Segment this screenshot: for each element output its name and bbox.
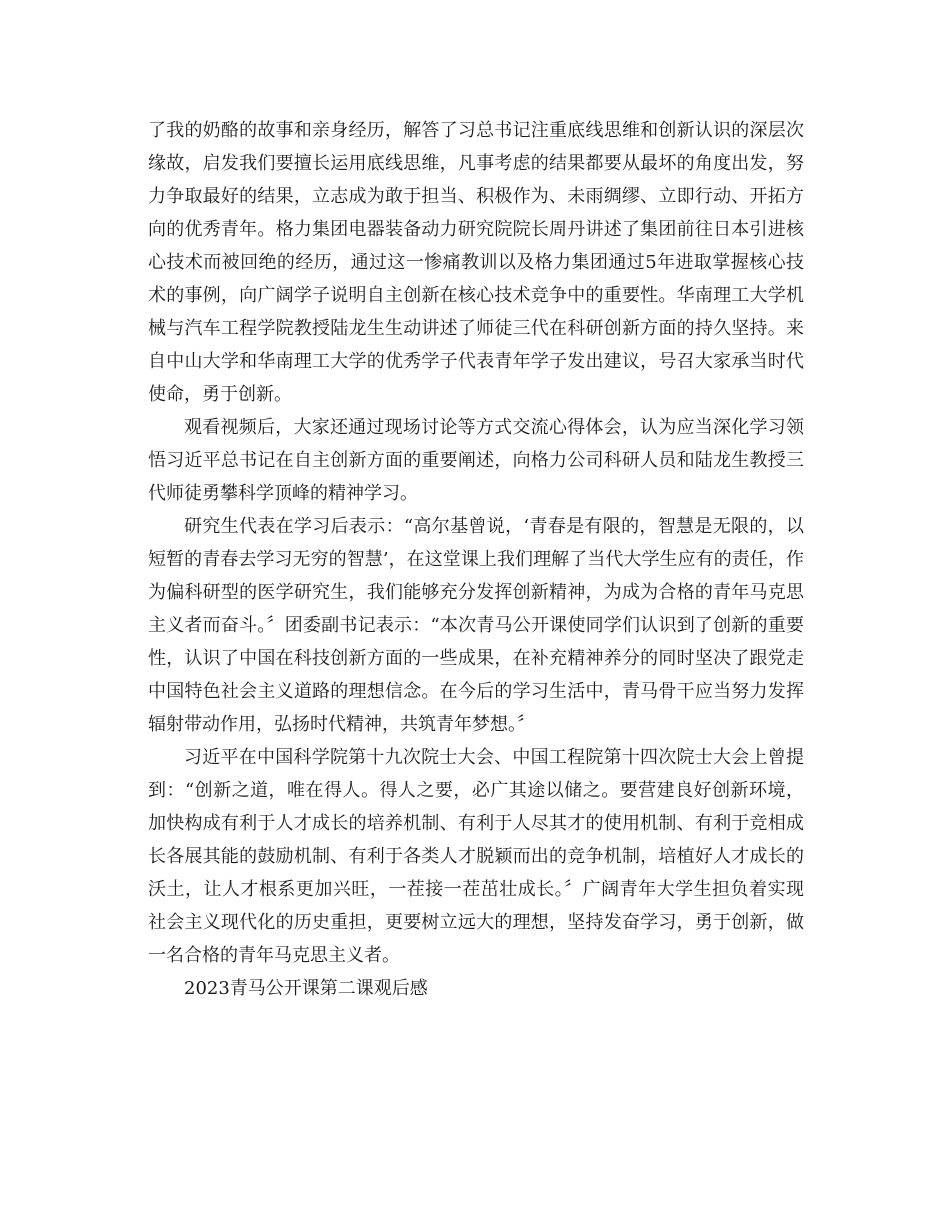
- paragraph-continued: 了我的奶酪的故事和亲身经历，解答了习总书记注重底线思维和创新认识的深层次缘故，启发我们要擅长运用底线思维，凡事考虑的结果都要从最坏的角度出发，努力争取最好的结果，立志成为敢于担当、积极作为、未雨绸缪、立即行动、开拓方向的优秀青年。格力集团电器装备动力研究院院长周丹讲述了集团前往日本引进核心技术而被回绝的经历，通过这一惨痛教训以及格力集团通过5年进取掌握核心技术的事例，向广阔学子说明自主创新在核心技术竞争中的重要性。华南理工大学机械与汽车工程学院教授陆龙生生动讲述了师徒三代在科研创新方面的持久坚持。来自中山大学和华南理工大学的优秀学子代表青年学子发出建议，号召大家承当时代使命，勇于创新。: [148, 120, 804, 405]
- paragraph-heading: 2023青马公开课第二课观后感: [184, 978, 428, 999]
- paragraph-quote: 习近平在中国科学院第十九次院士大会、中国工程院第十四次院士大会上曾提到：“创新之道，唯在得人。得人之要，必广其途以储之。要营建良好创新环境，加快构成有利于人才成长的培养机制、有利于人尽其才的使用机制、有利于竞相成长各展其能的鼓励机制、有利于各类人才脱颖而出的竞争机制，培植好人才成长的沃土，让人才根系更加兴旺，一茬接一茬茁壮成长。〞广阔青年大学生担负着实现社会主义现代化的历史重担，更要树立远大的理想，坚持发奋学习，勇于创新，做一名合格的青年马克思主义者。: [148, 747, 804, 966]
- paragraph-discussion: 观看视频后，大家还通过现场讨论等方式交流心得体会，认为应当深化学习领悟习近平总书记在自主创新方面的重要阐述，向格力公司科研人员和陆龙生教授三代师徒勇攀科学顶峰的精神学习。: [148, 417, 804, 504]
- paragraph-representatives: 研究生代表在学习后表示：“高尔基曾说，‘青春是有限的，智慧是无限的，以短暂的青春去学习无穷的智慧’，在这堂课上我们理解了当代大学生应有的责任，作为偏科研型的医学研究生，我们能够充分发挥创新精神，为成为合格的青年马克思主义者而奋斗。〞团委副书记表示：“本次青马公开课使同学们认识到了创新的重要性，认识了中国在科技创新方面的一些成果，在补充精神养分的同时坚决了跟党走中国特色社会主义道路的理想信念。在今后的学习生活中，青马骨干应当努力发挥辐射带动作用，弘扬时代精神，共筑青年梦想。〞: [148, 516, 804, 735]
- document-body: [148, 114, 804, 1005]
